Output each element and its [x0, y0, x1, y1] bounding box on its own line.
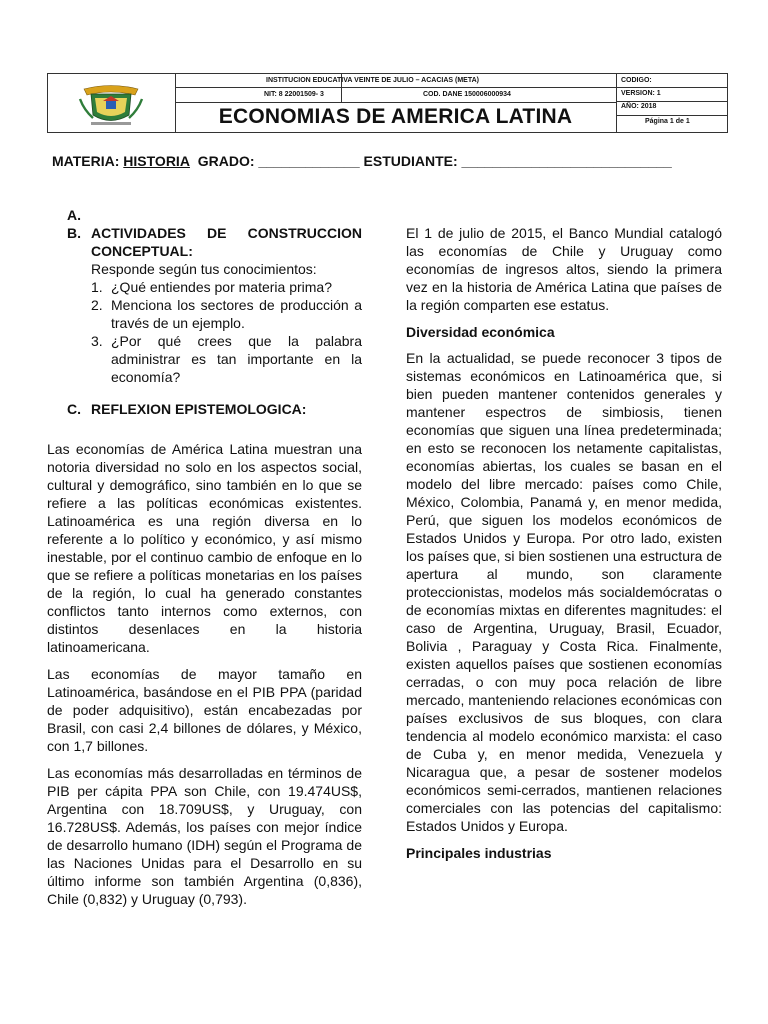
section-b-marker: B. [67, 225, 81, 241]
document-title: ECONOMIAS DE AMERICA LATINA [218, 105, 573, 128]
page-number: Página 1 de 1 [645, 118, 690, 125]
paragraph: En la actualidad, se puede reconocer 3 tipos de sistemas económicos en Latinoamérica que, si bien pueden mantener contenidos generales y mantener espectros de simbiosis, tienen economías que siguen una línea predeterminada; en esto se reconocen los netamente capitalistas, economías abiertas, los cuales se basan en el modelo del libre mercado: países como Chile, México, Colombia, Panamá y, en menor medida, Perú, que siguen los modelos económicos de Estados Unidos y Europa. Por otro lado, existen los países que, si bien sostienen una estructura de apertura al mundo, son claramente proteccionistas, modelos más socialdemócratas o de economías mixtas en diferentes magnitudes: el caso de Argentina, Uruguay, Brasil, Ecuador, Bolivia , Paraguay y Costa Rica. Finalmente, existen aquellos países que sostienen economías cerradas, o con muy poca relación de libre mercado, manteniendo relaciones económicas con países exclusivos de sus bloques, con clara tendencia al modelo económico marxista: el caso de Cuba y, en menor medida, Venezuela y Nicaragua que, a pesar de sostener modelos económicos semi-cerrados, mantienen relaciones comerciales con las potencias del capitalismo: Estados Unidos y Europa. [406, 350, 722, 834]
paragraph: Las economías de América Latina muestran una notoria diversidad no solo en los aspectos social, cultural y demográfico, sino también en lo que se refiere a las políticas económicas existentes. Latinoamérica es una región diversa en lo referente a lo político y económico, y así mismo inestable, por el continuo cambio de enfoque en lo que se refiere a políticas monetarias en los países de la región, lo cual ha generado constantes conflictos tanto internos como externos, con distintos desenlaces en la historia latinoamericana. [47, 441, 362, 655]
question-list [91, 278, 362, 386]
list-item: 2. Menciona los sectores de producción a través de un ejemplo. [91, 297, 362, 331]
school-logo [48, 74, 176, 132]
nit-number: NIT: 8 22001509- 3 [264, 91, 324, 98]
heading-industries: Principales industrias [406, 845, 552, 861]
subject-value: HISTORIA [123, 153, 190, 169]
student-blank[interactable]: ___________________________ [461, 153, 672, 169]
section-c [47, 400, 362, 418]
dane-code: COD. DANE 150006000934 [423, 91, 511, 98]
document-header [47, 73, 728, 133]
paragraph: Las economías más desarrolladas en términos de PIB per cápita PPA son Chile, con 19.474US$, Argentina con 18.709US$, y Uruguay, con 16.728US$. Además, los países con mejor índice de desarrollo humano (IDH) según el Programa de las Naciones Unidas para el Desarrollo en su último informe son también Argentina (0,836), Chile (0,832) y Uruguay (0,793). [47, 765, 362, 907]
student-info-line [52, 153, 672, 169]
grade-label: GRADO: [197, 153, 255, 169]
code-label: CODIGO: [621, 77, 652, 84]
section-b [47, 224, 362, 386]
instruction-text: Responde según tus conocimientos: [91, 261, 317, 277]
school-crest-icon [48, 74, 175, 132]
year-label: AÑO: 2018 [621, 103, 657, 110]
grade-blank[interactable]: _____________ [258, 153, 360, 169]
section-a-marker: A. [67, 207, 81, 223]
section-c-title: REFLEXION EPISTEMOLOGICA: [91, 401, 307, 417]
paragraph: El 1 de julio de 2015, el Banco Mundial catalogó las economías de Chile y Uruguay como economías de ingresos altos, siendo la primera vez en la historia de América Latina que países de la región comparten ese estatus. [406, 225, 722, 313]
list-item: 3. ¿Por qué crees que la palabra administrar es tan importante en la economía? [91, 333, 362, 385]
left-column [47, 206, 362, 917]
student-label: ESTUDIANTE: [363, 153, 458, 169]
right-column [406, 224, 722, 870]
paragraph: Las economías de mayor tamaño en Latinoamérica, basándose en el PIB PPA (paridad de poder adquisitivo), están encabezadas por Brasil, con casi 2,4 billones de dólares, y México, con 1,7 billones. [47, 666, 362, 754]
section-a [47, 206, 362, 224]
institution-name: INSTITUCION EDUCATIVA VEINTE DE JULIO – ACACIAS (META) [266, 77, 479, 84]
subject-label: MATERIA: [52, 153, 120, 169]
section-b-title: ACTIVIDADES DE CONSTRUCCION CONCEPTUAL: [91, 225, 362, 259]
list-item: 1. ¿Qué entiendes por materia prima? [91, 279, 332, 295]
section-c-marker: C. [67, 401, 81, 417]
heading-diversity: Diversidad económica [406, 324, 555, 340]
version-label: VERSION: 1 [621, 90, 661, 97]
